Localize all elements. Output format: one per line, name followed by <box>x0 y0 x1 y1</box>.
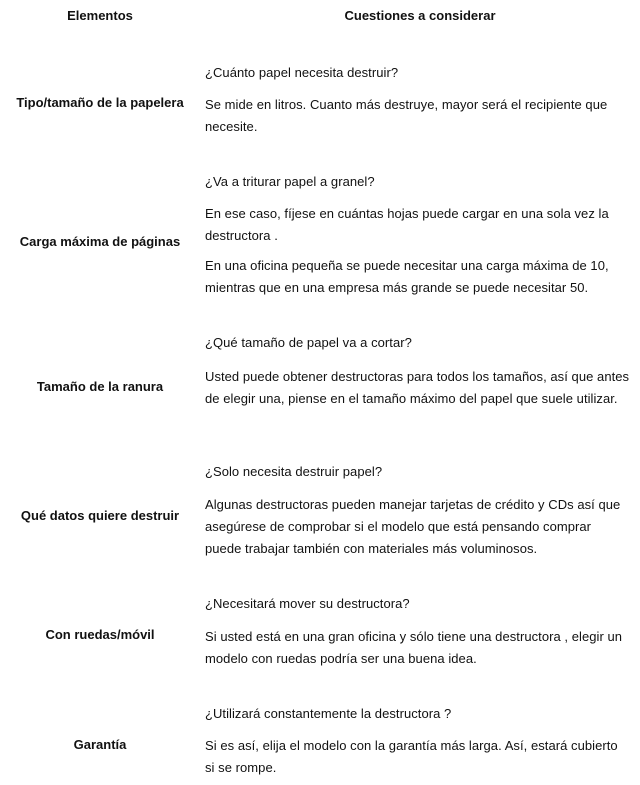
header-elementos: Elementos <box>67 8 133 23</box>
row-paragraph: En una oficina pequeña se puede necesitar una carga máxima de 10, mientras que en una empresa más grande se puede necesitar 50. <box>205 258 609 295</box>
row-paragraph: Si usted está en una gran oficina y sólo tiene una destructora , elegir un modelo con ruedas podría ser una buena idea. <box>205 629 623 666</box>
row-element-label: Qué datos quiere destruir <box>20 508 180 523</box>
row-paragraph: Se mide en litros. Cuanto más destruye, mayor será el recipiente que necesite. <box>205 97 608 134</box>
row-question: ¿Necesitará mover su destructora? <box>205 596 410 611</box>
row-paragraph: En ese caso, fíjese en cuántas hojas puede cargar en una sola vez la destructora . <box>205 206 609 243</box>
row-paragraph: Algunas destructoras pueden manejar tarjetas de crédito y CDs así que asegúrese de comprobar si el modelo que está pensando comprar puede trabajar también con materiales más voluminosos. <box>205 497 621 556</box>
row-question: ¿Qué tamaño de papel va a cortar? <box>205 335 412 350</box>
row-element-label: Carga máxima de páginas <box>19 234 181 249</box>
header-cuestiones: Cuestiones a considerar <box>344 8 496 23</box>
row-element-label: Garantía <box>73 737 127 752</box>
row-question: ¿Solo necesita destruir papel? <box>205 464 383 479</box>
row-question: ¿Cuánto papel necesita destruir? <box>205 65 399 80</box>
row-element-label: Con ruedas/móvil <box>45 627 155 642</box>
row-element-label: Tipo/tamaño de la papelera <box>16 95 184 110</box>
row-question: ¿Va a triturar papel a granel? <box>205 174 375 189</box>
row-paragraph: Si es así, elija el modelo con la garantía más larga. Así, estará cubierto si se rompe. <box>205 738 618 775</box>
row-paragraph: Usted puede obtener destructoras para todos los tamaños, así que antes de elegir una, piense en el tamaño máximo del papel que suele utilizar. <box>205 369 630 406</box>
row-question: ¿Utilizará constantemente la destructora ? <box>205 706 452 721</box>
row-element-label: Tamaño de la ranura <box>36 379 164 394</box>
